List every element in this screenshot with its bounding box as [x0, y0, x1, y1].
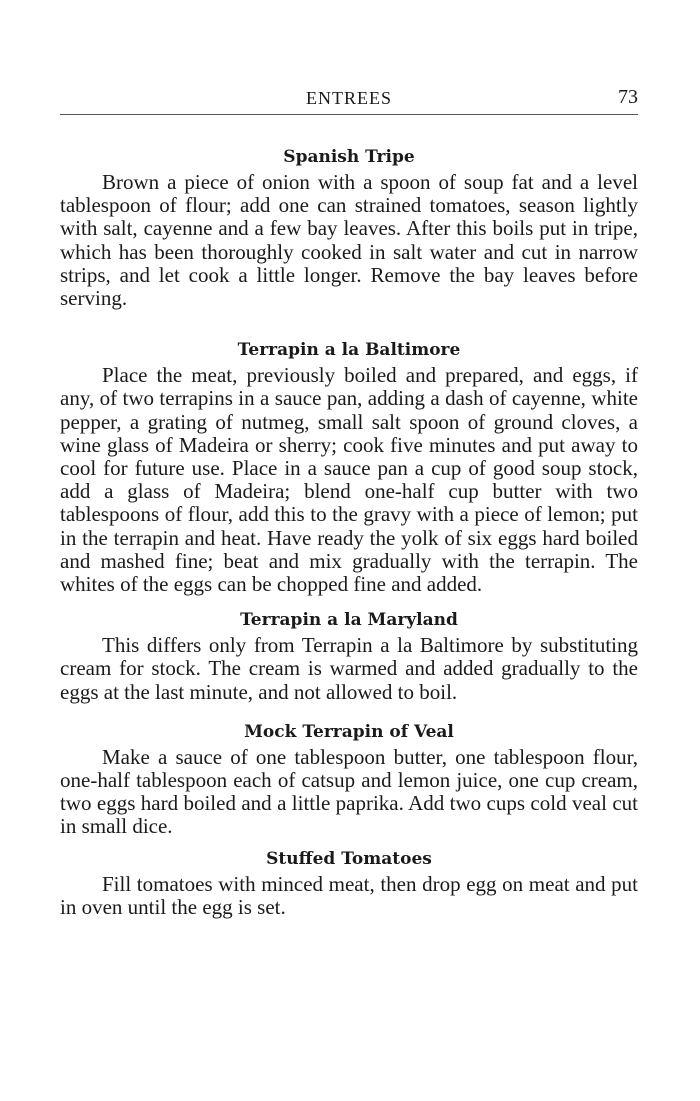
recipe-stuffed-tomatoes — [60, 847, 638, 919]
recipe-mock-terrapin-veal — [60, 720, 638, 839]
running-title: ENTREES — [306, 88, 392, 108]
recipe-terrapin-baltimore — [60, 338, 638, 596]
recipe-title: Spanish Tripe — [283, 147, 415, 167]
book-page — [60, 86, 638, 919]
recipe-body: Brown a piece of onion with a spoon of soup fat and a level tablespoon of flour; add one can strained tomatoes, season lightly with salt, cayenne and a few bay leaves. After this boils put in tripe, which has been thoroughly cooked in salt water and cut in narrow strips, and let cook a little longer. Remove the bay leaves before serving. — [60, 170, 638, 311]
recipe-body: Fill tomatoes with minced meat, then drop egg on meat and put in oven until the egg is set. — [60, 871, 638, 919]
recipe-title: Terrapin a la Baltimore — [237, 340, 461, 361]
recipe-spanish-tripe — [60, 145, 638, 310]
recipe-title: Mock Terrapin of Veal — [244, 721, 454, 742]
recipe-body: Place the meat, previously boiled and prepared, and eggs, if any, of two terrapins in a sauce pan, adding a dash of cayenne, white pepper, a grating of nutmeg, small salt spoon of ground cloves, a wine glass of Madeira or sherry; cook five minutes and put away to cool for future use. Place in a sauce pan a cup of good soup stock, add a glass of Madeira; blend one-half cup butter with two tablespoons of flour, add this to the gravy with a piece of lemon; put in the terrapin and heat. Have ready the yolk of six eggs hard boiled and mashed fine; beat and mix gradually with the terrapin. The whites of the eggs can be chopped fine and added. — [60, 363, 638, 597]
recipe-body: This differs only from Terrapin a la Baltimore by substituting cream for stock. The cream is warmed and added gradually to the eggs at the last minute, and not allowed to boil. — [60, 633, 638, 704]
recipe-terrapin-maryland — [60, 608, 638, 704]
recipe-title: Stuffed Tomatoes — [266, 848, 432, 869]
recipe-body: Make a sauce of one tablespoon butter, one tablespoon flour, one-half tablespoon each of catsup and lemon juice, one cup cream, two eggs hard boiled and a little paprika. Add two cups cold veal cut in small dice. — [60, 744, 638, 839]
recipe-title: Terrapin a la Maryland — [240, 610, 458, 631]
page-number: 73 — [618, 86, 638, 108]
running-head — [60, 86, 638, 115]
